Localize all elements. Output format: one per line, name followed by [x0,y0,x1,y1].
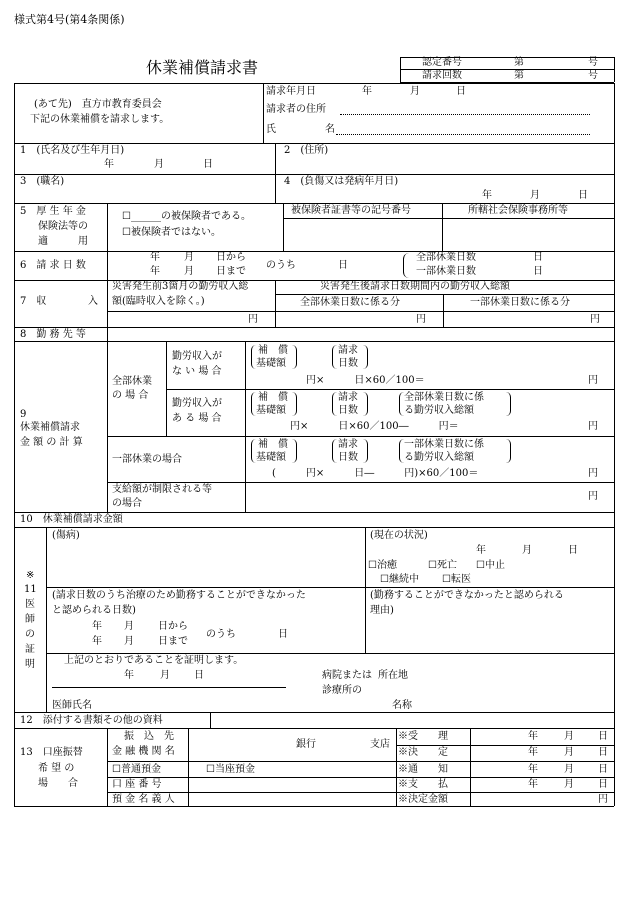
s11-of-which: のうち [206,629,236,640]
s13-n-month: 月 [564,764,574,775]
s11-month-1: 月 [124,621,134,632]
s11-month-2: 月 [124,636,134,647]
go-1: 号 [588,57,598,68]
s13-yen: 円 [598,794,608,805]
s6-month-1: 月 [184,252,194,263]
s4-label: 4 (負傷又は発病年月日) [284,176,399,187]
s6-partial-days: 一部休業日数 [416,266,476,277]
s5-insured-checkbox[interactable]: ☐______の被保険者である。 [122,211,251,222]
s9-has-income-2: あ る 場 合 [172,413,222,424]
s11-hospital-1: 病院または [322,670,372,681]
s9-basic-1a: 補 償 [258,345,288,356]
s11-injury: (傷病) [52,530,80,541]
address-label: 請求者の住所 [266,104,326,115]
s11-days-q-1: (請求日数のうち治療のため勤務することができなかった [52,590,306,601]
s1-day: 日 [203,159,213,170]
page-title: 休業補償請求書 [146,58,259,77]
s5-label-3: 適 用 [38,236,88,247]
s11-doctor: 医師氏名 [52,700,92,711]
s11-died-checkbox[interactable]: ☐死亡 [428,560,457,571]
s9-yen-3: 円 [588,468,598,479]
s11-stopped-checkbox[interactable]: ☐中止 [476,560,505,571]
request-date-label: 請求年月日 [266,86,316,97]
s11-col-4: の [25,629,35,640]
dai-2: 第 [514,70,524,81]
s5-office-col: 所轄社会保険事務所等 [468,205,568,216]
s11-status-day: 日 [568,545,578,556]
s9-formula-3: ( 円× 日― 円)×60／100＝ [272,468,479,479]
s11-hospital-2: 診療所の [322,685,362,696]
s6-from: 日から [216,252,246,263]
s7-post-full: 全部休業日数に係る分 [300,297,400,308]
s11-healed-checkbox[interactable]: ☐治癒 [368,560,397,571]
s9-req-3a: 請求 [338,439,358,450]
s13-r-day: 日 [598,731,608,742]
s11-col-6: 明 [25,659,35,670]
s1-month: 月 [154,159,164,170]
s11-col-0: ※ [26,570,35,581]
s13-decision: ※決 定 [398,747,448,758]
s10-label: 10 休業補償請求金額 [20,514,123,525]
name-label-2: 名 [325,124,335,135]
s7-pre-2: 額(臨時収入を除く。) [112,296,205,307]
s13-d-day: 日 [598,747,608,758]
s9-basic-2b: 基礎額 [256,405,286,416]
s13-r-year: 年 [528,731,538,742]
s7-yen-2: 円 [416,314,426,325]
s6-full-days: 全部休業日数 [416,252,476,263]
s6-month-2: 月 [184,266,194,277]
s11-year-1: 年 [92,621,102,632]
s11-day: 日 [278,629,288,640]
s9-no-income-2: な い 場 合 [172,366,222,377]
s4-day: 日 [578,190,588,201]
s11-col-5: 証 [25,644,35,655]
s9-basic-3a: 補 償 [258,439,288,450]
s9-pinc-2: る勤労収入総額 [404,452,474,463]
hdr-day: 日 [456,86,466,97]
s5-not-insured-checkbox[interactable]: ☐被保険者ではない。 [122,227,221,238]
s13-p-year: 年 [528,779,538,790]
s9-basic-3b: 基礎額 [256,452,286,463]
s1-label: 1 (氏名及び生年月日) [20,145,125,156]
s1-year: 年 [104,159,114,170]
s13-p-day: 日 [598,779,608,790]
s9-full-1: 全部休業 [112,376,152,387]
s9-limit-2: の場合 [112,498,142,509]
hdr-year: 年 [362,86,372,97]
s11-status: (現在の状況) [370,530,428,541]
s6-year-1: 年 [150,252,160,263]
s13-branch: 支店 [370,739,390,750]
s6-of-which: のうち [266,260,296,271]
s7-post: 災害発生後請求日数期間内の勤労収入総額 [320,281,510,292]
s7-label: 7 収 [20,296,47,307]
s11-col-2: 医 [25,599,35,610]
s2-label: 2 (住所) [284,145,329,156]
s9-basic-2a: 補 償 [258,392,288,403]
s11-certify: 上記のとおりであることを証明します。 [64,655,244,666]
cert-number-label: 認定番号 [422,57,462,68]
s13-receipt: ※受 理 [398,731,448,742]
s13-account-name: 預 金 名 義 人 [112,794,175,805]
s13-ordinary-checkbox[interactable]: ☐普通預金 [112,764,161,775]
addressee: (あて先) 直方市教育委員会 [34,99,162,110]
s7-yen-3: 円 [590,314,600,325]
s11-transfer-checkbox[interactable]: ☐転医 [442,574,471,585]
s11-name: 名称 [392,700,412,711]
s4-month: 月 [530,190,540,201]
s9-inc-1: 全部休業日数に係 [404,392,484,403]
s9-no-income-1: 勤労収入が [172,351,222,362]
s11-col-1: 11 [24,584,37,595]
s11-cert-year: 年 [124,670,134,681]
s11-location: 所在地 [378,670,408,681]
s9-label-1: 休業補償請求 [20,422,80,433]
s13-transfer-1: 振 込 先 [124,731,174,742]
s13-r-month: 月 [564,731,574,742]
s9-full-2: の 場 合 [112,390,149,401]
s11-year-2: 年 [92,636,102,647]
s9-label-2: 金 額 の 計 算 [20,437,83,448]
s6-day: 日 [338,260,348,271]
s7-yen-1: 円 [248,314,258,325]
s6-to: 日まで [216,266,246,277]
s8-label: 8 勤 務 先 等 [20,329,86,340]
s11-status-year: 年 [476,545,486,556]
s7-post-partial: 一部休業日数に係る分 [470,297,570,308]
s12-label: 12 添付する書類その他の資料 [20,715,163,726]
s13-label-2: 希 望 の [38,763,75,774]
s13-bank: 銀行 [296,739,316,750]
s9-req-3b: 日数 [338,452,358,463]
s13-n-year: 年 [528,764,538,775]
s9-yen-1: 円 [588,375,598,386]
s9-req-1a: 請求 [338,345,358,356]
s9-partial: 一部休業の場合 [112,454,182,465]
s11-col-3: 師 [25,614,35,625]
s6-label: 6 請 求 日 数 [20,260,86,271]
s11-continuing-checkbox[interactable]: ☐継続中 [380,574,419,585]
s9-formula-2: 円× 日×60／100― 円＝ [290,421,459,432]
go-2: 号 [588,70,598,81]
s6-year-2: 年 [150,266,160,277]
s11-from: 日から [158,621,188,632]
s13-transfer-2: 金 融 機 関 名 [112,746,175,757]
request-line: 下記の休業補償を請求します。 [30,114,170,125]
s7-pre-1: 災害発生前3箇月の勤労収入総 [112,281,249,292]
s7-label-2: 入 [88,296,98,307]
s9-req-2b: 日数 [338,405,358,416]
s6-partial-day-unit: 日 [533,266,543,277]
s9-has-income-1: 勤労収入が [172,398,222,409]
s9-num: 9 [20,409,27,420]
s5-cert-col: 被保険者証書等の記号番号 [291,205,411,216]
s9-req-1b: 日数 [338,358,358,369]
s13-current-checkbox[interactable]: ☐当座預金 [206,764,255,775]
s11-days-q-2: と認められる日数) [52,605,136,616]
s6-full-day-unit: 日 [533,252,543,263]
s9-yen-2: 円 [588,421,598,432]
s5-label-2: 保険法等の [38,221,88,232]
s11-status-month: 月 [522,545,532,556]
s5-label-1: 5 厚 生 年 金 [20,206,86,217]
s13-d-year: 年 [528,747,538,758]
s13-p-month: 月 [564,779,574,790]
s13-d-month: 月 [564,747,574,758]
hdr-month: 月 [410,86,420,97]
s9-basic-1b: 基礎額 [256,358,286,369]
s11-reason-q-1: (勤務することができなかったと認められる [370,590,564,601]
s11-cert-day: 日 [194,670,204,681]
form-label: 様式第4号(第4条関係) [14,13,125,26]
s13-notice: ※通 知 [398,764,448,775]
s11-reason-q-2: 理由) [370,605,394,616]
s13-account-no: 口 座 番 号 [112,779,162,790]
dai-1: 第 [514,57,524,68]
s11-to: 日まで [158,636,188,647]
request-count-label: 請求回数 [422,70,462,81]
s9-pinc-1: 一部休業日数に係 [404,439,484,450]
s13-payment: ※支 払 [398,779,448,790]
s9-req-2a: 請求 [338,392,358,403]
name-label-1: 氏 [266,124,276,135]
s9-limit-1: 支給額が制限される等 [112,484,212,495]
s9-inc-2: る勤労収入総額 [404,405,474,416]
s13-decided-amount: ※決定金額 [398,794,448,805]
s3-label: 3 (職名) [20,176,65,187]
s9-formula-1: 円× 日×60／100＝ [306,375,425,386]
s13-label-3: 場 合 [38,778,78,789]
s4-year: 年 [482,190,492,201]
s11-cert-month: 月 [160,670,170,681]
s9-yen-4: 円 [588,491,598,502]
s13-label-1: 13 口座振替 [20,747,83,758]
s13-n-day: 日 [598,764,608,775]
